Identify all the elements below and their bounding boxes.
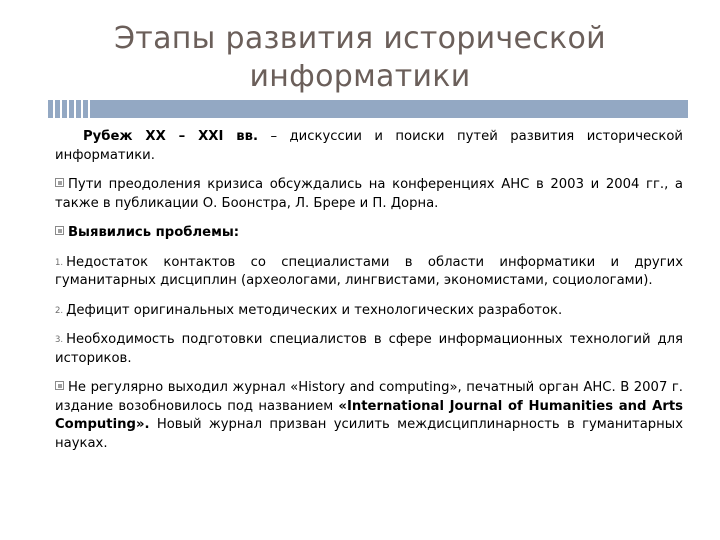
divider-block bbox=[55, 100, 60, 118]
bullet-item-problems bbox=[55, 224, 683, 243]
divider-block bbox=[83, 100, 88, 118]
item-text: Необходимость подготовки специалистов в сфере информационных технологий для историков. bbox=[55, 332, 683, 366]
square-bullet-icon bbox=[55, 178, 64, 187]
divider-bar bbox=[90, 100, 688, 118]
item-number: 1. bbox=[55, 257, 64, 268]
bullet-text-a: Не регулярно выходил журнал «History and computing», печатный орган АНС. В 2007 г. издание возобновилось под названием bbox=[55, 380, 683, 414]
bullet-text-b: Новый журнал призван усилить междисциплинарность в гуманитарных науках. bbox=[55, 417, 683, 451]
item-text: Дефицит оригинальных методических и технологических разработок. bbox=[66, 302, 563, 318]
divider-blocks bbox=[48, 100, 88, 118]
intro-bold: Рубеж XX – XXI вв. bbox=[83, 129, 258, 144]
bullet-item-journal bbox=[55, 379, 683, 453]
slide-body bbox=[55, 128, 683, 453]
bullet-text: Выявились проблемы: bbox=[68, 225, 240, 240]
divider-block bbox=[48, 100, 53, 118]
slide-title-line-2: информатики bbox=[249, 59, 471, 94]
bullet-item-conferences bbox=[55, 176, 683, 213]
item-number: 2. bbox=[55, 305, 64, 316]
item-text: Недостаток контактов со специалистами в области информатики и других гуманитарных дисциплин (археологами, лингвистами, экономистами, социологами). bbox=[55, 254, 683, 288]
numbered-item-3 bbox=[55, 331, 683, 368]
slide-title bbox=[60, 20, 660, 96]
slide-title-line-1: Этапы развития исторической bbox=[114, 21, 606, 56]
title-divider bbox=[48, 100, 688, 118]
divider-block bbox=[76, 100, 81, 118]
square-bullet-icon bbox=[55, 226, 64, 235]
numbered-item-1 bbox=[55, 254, 683, 291]
bullet-text: Пути преодоления кризиса обсуждались на конференциях АНС в 2003 и 2004 гг., а также в публикации О. Боонстра, Л. Брере и П. Дорна. bbox=[55, 177, 683, 211]
divider-block bbox=[62, 100, 67, 118]
item-number: 3. bbox=[55, 335, 64, 345]
divider-block bbox=[69, 100, 74, 118]
numbered-item-2 bbox=[55, 302, 683, 321]
intro-text: – дискуссии и поиски путей развития исторической информатики. bbox=[55, 129, 684, 163]
intro-paragraph bbox=[55, 128, 683, 165]
journal-title-bold: «International Journal of Humanities and Arts Computing». bbox=[55, 398, 683, 432]
square-bullet-icon bbox=[55, 381, 64, 390]
